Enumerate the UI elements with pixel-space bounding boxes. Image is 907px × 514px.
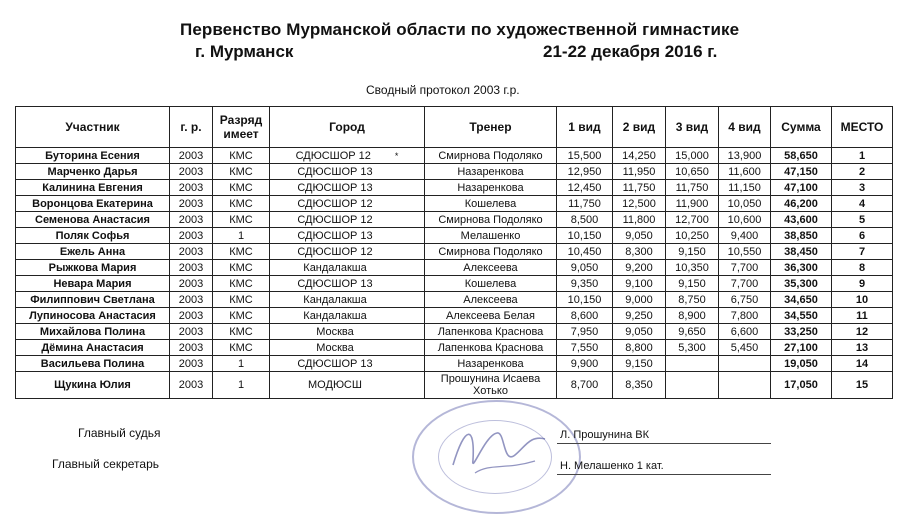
club-city — [270, 260, 425, 276]
club-city — [270, 324, 425, 340]
score-apparatus-3: 9,150 — [666, 244, 719, 260]
score-total: 17,050 — [771, 372, 832, 399]
score-apparatus-2: 12,500 — [613, 196, 666, 212]
score-apparatus-2: 11,950 — [613, 164, 666, 180]
score-apparatus-3: 11,900 — [666, 196, 719, 212]
participant-name: Невара Мария — [16, 276, 170, 292]
score-apparatus-4: 6,600 — [719, 324, 771, 340]
coach-name: Лапенкова Краснова — [425, 340, 557, 356]
score-total: 58,650 — [771, 148, 832, 164]
sport-rank: КМС — [213, 324, 270, 340]
chief-secretary-name: Н. Мелашенко 1 кат. — [560, 460, 664, 472]
score-apparatus-3: 12,700 — [666, 212, 719, 228]
score-total: 33,250 — [771, 324, 832, 340]
score-apparatus-2: 9,200 — [613, 260, 666, 276]
participant-name: Михайлова Полина — [16, 324, 170, 340]
table-row — [16, 276, 893, 292]
final-place: 2 — [832, 164, 893, 180]
score-apparatus-4: 7,800 — [719, 308, 771, 324]
sport-rank: 1 — [213, 356, 270, 372]
sport-rank: 1 — [213, 228, 270, 244]
club-city — [270, 228, 425, 244]
score-total: 43,600 — [771, 212, 832, 228]
birth-year: 2003 — [170, 324, 213, 340]
score-apparatus-1: 15,500 — [557, 148, 613, 164]
club-city-text: Москва — [316, 341, 354, 354]
participant-name: Воронцова Екатерина — [16, 196, 170, 212]
score-total: 38,850 — [771, 228, 832, 244]
birth-year: 2003 — [170, 340, 213, 356]
final-place: 9 — [832, 276, 893, 292]
sport-rank: КМС — [213, 308, 270, 324]
final-place: 6 — [832, 228, 893, 244]
participant-name: Щукина Юлия — [16, 372, 170, 399]
final-place: 13 — [832, 340, 893, 356]
birth-year: 2003 — [170, 260, 213, 276]
club-city-text: СДЮСШОР 13 — [297, 229, 373, 242]
club-city-text: СДЮСШОР 12 — [297, 197, 373, 210]
score-apparatus-3: 15,000 — [666, 148, 719, 164]
score-total: 47,100 — [771, 180, 832, 196]
coach-name: Кошелева — [425, 196, 557, 212]
club-city — [270, 292, 425, 308]
score-total: 47,150 — [771, 164, 832, 180]
table-row — [16, 356, 893, 372]
column-header-birth-year: г. р. — [170, 107, 213, 148]
coach-name: Смирнова Подоляко — [425, 244, 557, 260]
score-apparatus-1: 12,950 — [557, 164, 613, 180]
score-apparatus-2: 11,800 — [613, 212, 666, 228]
score-apparatus-2: 9,150 — [613, 356, 666, 372]
score-apparatus-3: 11,750 — [666, 180, 719, 196]
club-city — [270, 340, 425, 356]
score-apparatus-2: 9,100 — [613, 276, 666, 292]
table-row — [16, 148, 893, 164]
score-total: 36,300 — [771, 260, 832, 276]
score-apparatus-2: 8,300 — [613, 244, 666, 260]
chief-judge-signature-line — [557, 443, 771, 444]
coach-name: Назаренкова — [425, 356, 557, 372]
table-row — [16, 196, 893, 212]
club-city-text: МОДЮСШ — [308, 379, 362, 391]
score-total: 38,450 — [771, 244, 832, 260]
birth-year: 2003 — [170, 292, 213, 308]
club-city — [270, 372, 425, 399]
table-row — [16, 292, 893, 308]
club-city-text: Кандалакша — [303, 293, 367, 306]
table-row — [16, 340, 893, 356]
score-apparatus-3 — [666, 372, 719, 399]
column-header-coach: Тренер — [425, 107, 557, 148]
sport-rank: КМС — [213, 196, 270, 212]
sport-rank: КМС — [213, 212, 270, 228]
score-apparatus-2: 9,050 — [613, 324, 666, 340]
final-place: 11 — [832, 308, 893, 324]
column-header-apparatus-3: 3 вид — [666, 107, 719, 148]
score-apparatus-1: 8,700 — [557, 372, 613, 399]
chief-secretary-label: Главный секретарь — [52, 457, 159, 471]
table-row — [16, 212, 893, 228]
club-city — [270, 212, 425, 228]
sport-rank: КМС — [213, 180, 270, 196]
score-apparatus-1: 10,150 — [557, 292, 613, 308]
participant-name: Поляк Софья — [16, 228, 170, 244]
club-city — [270, 244, 425, 260]
score-apparatus-3: 9,150 — [666, 276, 719, 292]
chief-secretary-signature-line — [557, 474, 771, 475]
column-header-rank: Разряд имеет — [213, 107, 270, 148]
table-row — [16, 324, 893, 340]
protocol-subtitle: Сводный протокол 2003 г.р. — [366, 83, 520, 97]
table-row — [16, 260, 893, 276]
participant-name: Рыжкова Мария — [16, 260, 170, 276]
score-apparatus-4: 13,900 — [719, 148, 771, 164]
participant-name: Семенова Анастасия — [16, 212, 170, 228]
participant-name: Филиппович Светлана — [16, 292, 170, 308]
sport-rank: КМС — [213, 260, 270, 276]
score-total: 46,200 — [771, 196, 832, 212]
score-apparatus-2: 9,050 — [613, 228, 666, 244]
final-place: 10 — [832, 292, 893, 308]
table-row — [16, 228, 893, 244]
final-place: 14 — [832, 356, 893, 372]
club-city-text: СДЮСШОР 12 — [297, 213, 373, 226]
birth-year: 2003 — [170, 244, 213, 260]
coach-name: Лапенкова Краснова — [425, 324, 557, 340]
club-city — [270, 356, 425, 372]
score-apparatus-4: 6,750 — [719, 292, 771, 308]
table-row — [16, 244, 893, 260]
score-apparatus-3: 5,300 — [666, 340, 719, 356]
final-place: 12 — [832, 324, 893, 340]
coach-name: Алексеева Белая — [425, 308, 557, 324]
participant-name: Васильева Полина — [16, 356, 170, 372]
score-apparatus-3 — [666, 356, 719, 372]
score-apparatus-3: 8,900 — [666, 308, 719, 324]
birth-year: 2003 — [170, 180, 213, 196]
column-header-city: Город — [270, 107, 425, 148]
participant-name: Калинина Евгения — [16, 180, 170, 196]
club-city — [270, 196, 425, 212]
score-total: 35,300 — [771, 276, 832, 292]
club-city — [270, 164, 425, 180]
participant-name: Дёмина Анастасия — [16, 340, 170, 356]
table-row — [16, 164, 893, 180]
sport-rank: КМС — [213, 292, 270, 308]
coach-name: Смирнова Подоляко — [425, 212, 557, 228]
column-header-participant: Участник — [16, 107, 170, 148]
score-apparatus-1: 9,900 — [557, 356, 613, 372]
coach-name: Смирнова Подоляко — [425, 148, 557, 164]
score-total: 19,050 — [771, 356, 832, 372]
judge-signature — [445, 415, 555, 485]
birth-year: 2003 — [170, 308, 213, 324]
club-city-text: Москва — [316, 325, 354, 338]
club-city-text: Кандалакша — [303, 261, 367, 274]
column-header-total: Сумма — [771, 107, 832, 148]
sport-rank: КМС — [213, 148, 270, 164]
club-city-text: СДЮСШОР 13 — [297, 277, 373, 290]
final-place: 4 — [832, 196, 893, 212]
document-dates: 21-22 декабря 2016 г. — [543, 42, 718, 61]
score-apparatus-4: 10,550 — [719, 244, 771, 260]
score-apparatus-4: 5,450 — [719, 340, 771, 356]
score-total: 34,650 — [771, 292, 832, 308]
score-apparatus-2: 14,250 — [613, 148, 666, 164]
birth-year: 2003 — [170, 148, 213, 164]
score-apparatus-4 — [719, 356, 771, 372]
document-title: Первенство Мурманской области по художественной гимнастике — [180, 20, 740, 39]
club-city-text: СДЮСШОР 12 — [295, 149, 371, 162]
coach-name: Кошелева — [425, 276, 557, 292]
coach-name: Алексеева — [425, 260, 557, 276]
sport-rank: КМС — [213, 340, 270, 356]
birth-year: 2003 — [170, 164, 213, 180]
column-header-apparatus-2: 2 вид — [613, 107, 666, 148]
score-apparatus-3: 10,650 — [666, 164, 719, 180]
document-city: г. Мурманск — [195, 42, 294, 61]
results-table — [15, 106, 893, 399]
score-apparatus-4: 10,600 — [719, 212, 771, 228]
club-city — [270, 180, 425, 196]
sport-rank: КМС — [213, 244, 270, 260]
sport-rank: КМС — [213, 276, 270, 292]
final-place: 15 — [832, 372, 893, 399]
club-city — [270, 148, 425, 164]
birth-year: 2003 — [170, 276, 213, 292]
score-apparatus-4: 11,150 — [719, 180, 771, 196]
coach-name: Алексеева — [425, 292, 557, 308]
score-apparatus-1: 12,450 — [557, 180, 613, 196]
score-apparatus-3: 8,750 — [666, 292, 719, 308]
chief-judge-name: Л. Прошунина ВК — [560, 429, 650, 441]
score-apparatus-1: 9,350 — [557, 276, 613, 292]
score-apparatus-2: 8,800 — [613, 340, 666, 356]
participant-name: Марченко Дарья — [16, 164, 170, 180]
participant-name: Буторина Есения — [16, 148, 170, 164]
final-place: 7 — [832, 244, 893, 260]
column-header-place: МЕСТО — [832, 107, 893, 148]
score-apparatus-1: 10,150 — [557, 228, 613, 244]
club-city-text: СДЮСШОР 12 — [297, 245, 373, 258]
score-apparatus-1: 8,600 — [557, 308, 613, 324]
club-city-text: СДЮСШОР 13 — [297, 181, 373, 194]
table-header-row — [16, 107, 893, 148]
score-apparatus-3: 10,350 — [666, 260, 719, 276]
sport-rank: 1 — [213, 372, 270, 399]
score-apparatus-1: 7,950 — [557, 324, 613, 340]
chief-judge-label: Главный судья — [78, 426, 161, 440]
score-apparatus-4: 9,400 — [719, 228, 771, 244]
birth-year: 2003 — [170, 196, 213, 212]
score-apparatus-4: 10,050 — [719, 196, 771, 212]
score-apparatus-4: 7,700 — [719, 276, 771, 292]
coach-name: Прошунина Исаева Хотько — [425, 372, 557, 399]
participant-name: Ежель Анна — [16, 244, 170, 260]
score-apparatus-2: 11,750 — [613, 180, 666, 196]
coach-name: Назаренкова — [425, 164, 557, 180]
table-row — [16, 372, 893, 399]
final-place: 8 — [832, 260, 893, 276]
club-city-text: Кандалакша — [303, 309, 367, 322]
coach-name: Мелашенко — [425, 228, 557, 244]
coach-name: Назаренкова — [425, 180, 557, 196]
column-header-apparatus-1: 1 вид — [557, 107, 613, 148]
score-apparatus-1: 11,750 — [557, 196, 613, 212]
birth-year: 2003 — [170, 372, 213, 399]
score-apparatus-1: 8,500 — [557, 212, 613, 228]
score-apparatus-1: 9,050 — [557, 260, 613, 276]
table-row — [16, 308, 893, 324]
score-total: 34,550 — [771, 308, 832, 324]
sport-rank: КМС — [213, 164, 270, 180]
score-apparatus-2: 8,350 — [613, 372, 666, 399]
birth-year: 2003 — [170, 212, 213, 228]
birth-year: 2003 — [170, 356, 213, 372]
club-city — [270, 308, 425, 324]
score-apparatus-2: 9,250 — [613, 308, 666, 324]
score-apparatus-4 — [719, 372, 771, 399]
score-apparatus-3: 9,650 — [666, 324, 719, 340]
birth-year: 2003 — [170, 228, 213, 244]
participant-name: Лупиносова Анастасия — [16, 308, 170, 324]
final-place: 5 — [832, 212, 893, 228]
score-apparatus-4: 11,600 — [719, 164, 771, 180]
final-place: 3 — [832, 180, 893, 196]
club-city — [270, 276, 425, 292]
column-header-apparatus-4: 4 вид — [719, 107, 771, 148]
score-apparatus-2: 9,000 — [613, 292, 666, 308]
score-apparatus-1: 10,450 — [557, 244, 613, 260]
club-city-text: СДЮСШОР 13 — [297, 165, 373, 178]
score-apparatus-3: 10,250 — [666, 228, 719, 244]
score-total: 27,100 — [771, 340, 832, 356]
row-mark: * — [394, 150, 399, 161]
club-city-text: СДЮСШОР 13 — [297, 357, 373, 370]
score-apparatus-4: 7,700 — [719, 260, 771, 276]
final-place: 1 — [832, 148, 893, 164]
score-apparatus-1: 7,550 — [557, 340, 613, 356]
table-row — [16, 180, 893, 196]
